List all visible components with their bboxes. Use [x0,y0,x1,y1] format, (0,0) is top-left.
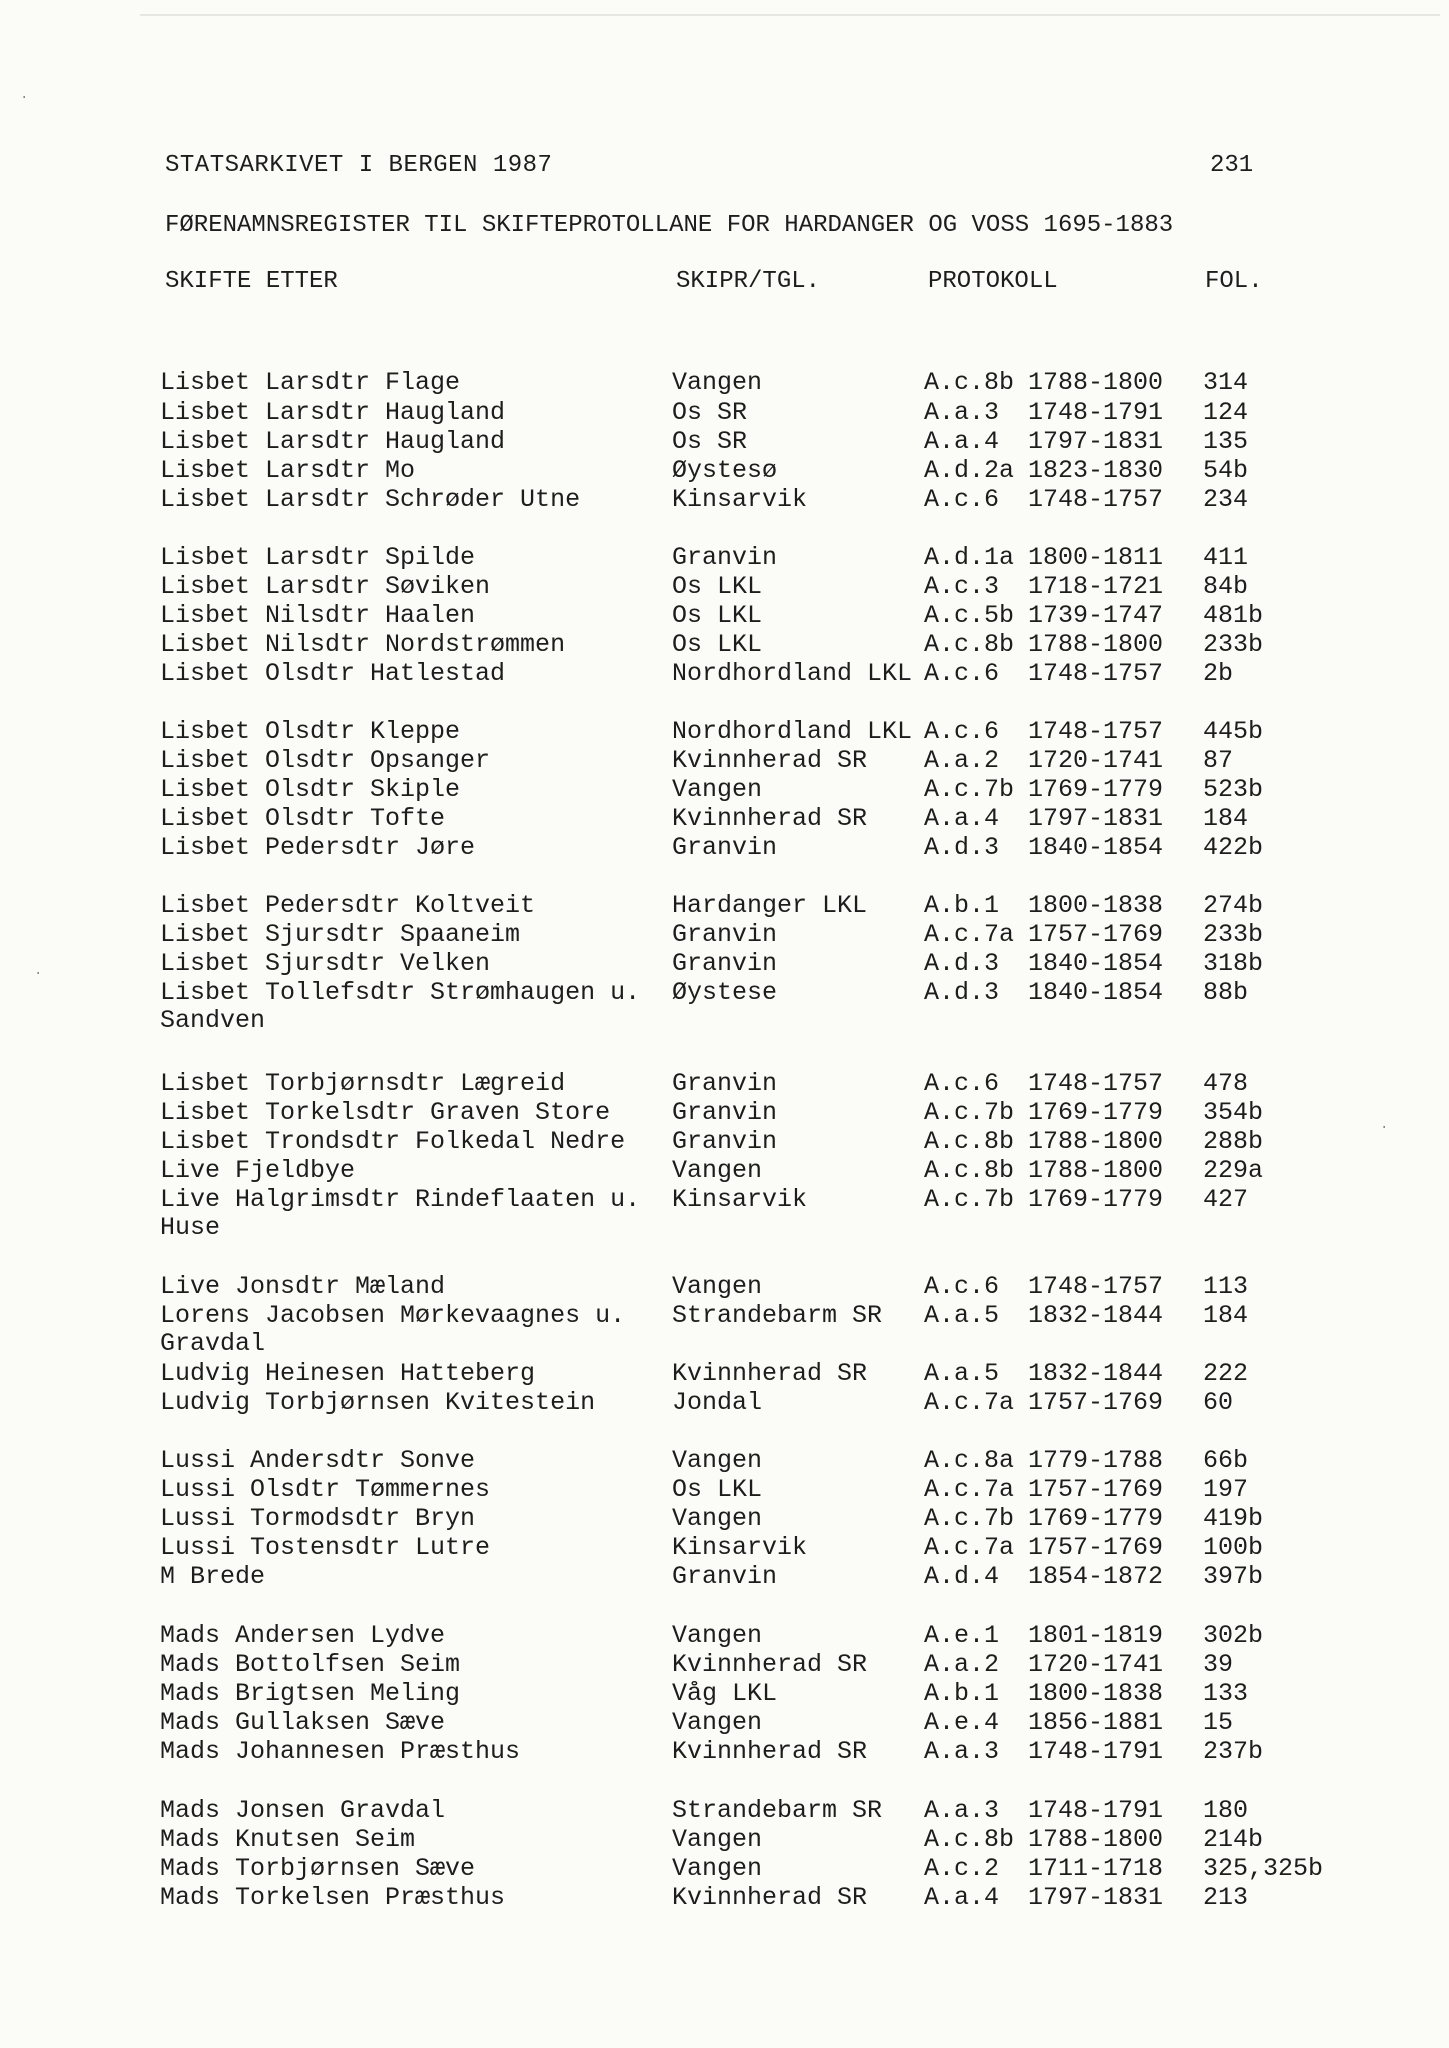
entry-name: Mads Knutsen Seim [160,1825,416,1854]
entry-folio: 237b [1203,1737,1264,1766]
entry-folio: 87 [1203,746,1234,775]
entry-folio: 54b [1203,456,1249,485]
entry-place: Kinsarvik [672,1533,808,1562]
entry-row [0,746,1449,776]
entry-protocol: A.d.3 [924,949,1000,978]
entry-name: Lussi Tormodsdtr Bryn [160,1504,476,1533]
archive-title: STATSARKIVET I BERGEN 1987 [165,152,553,179]
entry-protocol: A.c.8b [924,1156,1015,1185]
entry-years: 1757-1769 [1028,1533,1164,1562]
entry-folio: 419b [1203,1504,1264,1533]
entry-protocol: A.c.3 [924,572,1000,601]
entry-name: M Brede [160,1562,266,1591]
entry-row [0,427,1449,457]
entry-name: Lisbet Larsdtr Haugland [160,398,506,427]
entry-row [0,1708,1449,1738]
entry-protocol: A.a.3 [924,1796,1000,1825]
entry-protocol: A.d.3 [924,833,1000,862]
entry-years: 1797-1831 [1028,1883,1164,1912]
entry-place: Nordhordland LKL [672,717,913,746]
entry-place: Granvin [672,543,778,572]
entry-row [0,891,1449,921]
entry-years: 1832-1844 [1028,1359,1164,1388]
entry-row [0,1359,1449,1389]
entry-place: Granvin [672,920,778,949]
entry-row [0,1562,1449,1592]
entry-place: Kvinnherad SR [672,1737,868,1766]
entry-protocol: A.c.7a [924,920,1015,949]
entry-name: Lisbet Larsdtr Haugland [160,427,506,456]
entry-folio: 133 [1203,1679,1249,1708]
entry-years: 1769-1779 [1028,1098,1164,1127]
entry-name: Lisbet Olsdtr Opsanger [160,746,491,775]
entry-row [0,1156,1449,1186]
column-header-place: SKIPR/TGL. [676,268,821,295]
entry-folio: 354b [1203,1098,1264,1127]
entry-protocol: A.a.2 [924,1650,1000,1679]
entry-row [0,1883,1449,1913]
entry-place: Os SR [672,398,748,427]
entry-place: Os LKL [672,572,763,601]
entry-folio: 427 [1203,1185,1249,1214]
entry-protocol: A.c.5b [924,601,1015,630]
entry-protocol: A.c.7b [924,1504,1015,1533]
entry-place: Hardanger LKL [672,891,868,920]
entry-folio: 229a [1203,1156,1264,1185]
entry-years: 1797-1831 [1028,804,1164,833]
scan-speck: · [34,966,43,982]
entry-place: Vangen [672,775,763,804]
entry-folio: 422b [1203,833,1264,862]
entry-protocol: A.d.1a [924,543,1015,572]
entry-place: Vangen [672,1272,763,1301]
entry-protocol: A.c.6 [924,485,1000,514]
entry-protocol: A.c.8b [924,1127,1015,1156]
entry-row [0,456,1449,486]
entry-name: Lisbet Sjursdtr Spaaneim [160,920,521,949]
entry-row [0,1650,1449,1680]
entry-name: Lussi Andersdtr Sonve [160,1446,476,1475]
entry-folio: 39 [1203,1650,1234,1679]
entry-place: Nordhordland LKL [672,659,913,688]
entry-row [0,1446,1449,1476]
register-subtitle: FØRENAMNSREGISTER TIL SKIFTEPROTOLLANE FOR HARDANGER OG VOSS 1695-1883 [165,212,1174,239]
entry-folio: 411 [1203,543,1249,572]
entry-place: Kinsarvik [672,1185,808,1214]
entry-protocol: A.a.5 [924,1359,1000,1388]
entry-folio: 15 [1203,1708,1234,1737]
entry-row [0,1679,1449,1709]
entry-years: 1832-1844 [1028,1301,1164,1330]
entry-protocol: A.c.7a [924,1388,1015,1417]
entry-folio: 481b [1203,601,1264,630]
entry-years: 1840-1854 [1028,949,1164,978]
entry-years: 1801-1819 [1028,1621,1164,1650]
entry-name: Mads Torkelsen Præsthus [160,1883,506,1912]
entry-name: Lisbet Sjursdtr Velken [160,949,491,978]
entry-years: 1800-1811 [1028,543,1164,572]
page-edge-line [140,14,1440,16]
entry-place: Os LKL [672,601,763,630]
entry-folio: 213 [1203,1883,1249,1912]
entry-protocol: A.c.7a [924,1533,1015,1562]
entry-years: 1800-1838 [1028,1679,1164,1708]
entry-row [0,1069,1449,1099]
entry-protocol: A.e.1 [924,1621,1000,1650]
entry-folio: 222 [1203,1359,1249,1388]
entry-years: 1748-1757 [1028,1069,1164,1098]
entry-folio: 288b [1203,1127,1264,1156]
entry-folio: 84b [1203,572,1249,601]
entry-row [0,659,1449,689]
entry-years: 1748-1757 [1028,717,1164,746]
entry-name: Lussi Olsdtr Tømmernes [160,1475,491,1504]
entry-name: Lisbet Pedersdtr Koltveit [160,891,536,920]
entry-row [0,601,1449,631]
entry-place: Jondal [672,1388,763,1417]
entry-name: Lisbet Larsdtr Flage [160,368,461,397]
entry-years: 1823-1830 [1028,456,1164,485]
entry-folio: 2b [1203,659,1234,688]
entry-years: 1748-1757 [1028,659,1164,688]
entry-name: Lisbet Larsdtr Søviken [160,572,491,601]
entry-folio: 325,325b [1203,1854,1324,1883]
entry-row [0,1504,1449,1534]
entry-folio: 124 [1203,398,1249,427]
entry-name: Live Fjeldbye [160,1156,356,1185]
entry-years: 1757-1769 [1028,1388,1164,1417]
entry-name: Lisbet Olsdtr Kleppe [160,717,461,746]
entry-years: 1748-1791 [1028,398,1164,427]
entry-folio: 274b [1203,891,1264,920]
entry-row [0,1098,1449,1128]
entry-name: Lisbet Tollefsdtr Strømhaugen u. [160,978,641,1007]
entry-folio: 184 [1203,1301,1249,1330]
entry-name: Mads Torbjørnsen Sæve [160,1854,476,1883]
entry-place: Kvinnherad SR [672,1650,868,1679]
entry-row [0,543,1449,573]
entry-row [0,572,1449,602]
entry-place: Kvinnherad SR [672,746,868,775]
entry-name: Lisbet Larsdtr Spilde [160,543,476,572]
entry-folio: 523b [1203,775,1264,804]
entry-name-continuation: Sandven [160,1006,266,1035]
entry-folio: 135 [1203,427,1249,456]
entry-protocol: A.b.1 [924,891,1000,920]
entry-protocol: A.c.8b [924,368,1015,397]
entry-years: 1856-1881 [1028,1708,1164,1737]
entry-years: 1720-1741 [1028,1650,1164,1679]
entry-protocol: A.b.1 [924,1679,1000,1708]
entry-protocol: A.e.4 [924,1708,1000,1737]
column-header-protocol: PROTOKOLL [928,268,1058,295]
entry-row [0,833,1449,863]
entry-row [0,1825,1449,1855]
entry-protocol: A.a.2 [924,746,1000,775]
entry-protocol: A.d.2a [924,456,1015,485]
entry-years: 1769-1779 [1028,1185,1164,1214]
entry-folio: 318b [1203,949,1264,978]
entry-place: Granvin [672,1098,778,1127]
entry-protocol: A.d.3 [924,978,1000,1007]
entry-place: Granvin [672,949,778,978]
entry-protocol: A.a.3 [924,1737,1000,1766]
scan-speck: · [20,90,29,106]
entry-name: Lussi Tostensdtr Lutre [160,1533,491,1562]
entry-place: Strandebarm SR [672,1301,883,1330]
entry-protocol: A.c.7b [924,775,1015,804]
entry-place: Strandebarm SR [672,1796,883,1825]
entry-years: 1854-1872 [1028,1562,1164,1591]
entry-name: Live Halgrimsdtr Rindeflaaten u. [160,1185,641,1214]
entry-name: Lisbet Nilsdtr Haalen [160,601,476,630]
entry-place: Granvin [672,833,778,862]
entry-years: 1800-1838 [1028,891,1164,920]
entry-row [0,1621,1449,1651]
entry-years: 1739-1747 [1028,601,1164,630]
entry-place: Vangen [672,368,763,397]
entry-years: 1788-1800 [1028,368,1164,397]
entry-name: Mads Gullaksen Sæve [160,1708,446,1737]
entry-protocol: A.c.2 [924,1854,1000,1883]
entry-protocol: A.a.5 [924,1301,1000,1330]
entry-protocol: A.c.8a [924,1446,1015,1475]
column-header-folio: FOL. [1205,268,1263,295]
entry-protocol: A.c.6 [924,1272,1000,1301]
entry-years: 1748-1757 [1028,485,1164,514]
entry-years: 1748-1791 [1028,1796,1164,1825]
entry-place: Våg LKL [672,1679,778,1708]
entry-name: Ludvig Torbjørnsen Kvitestein [160,1388,596,1417]
entry-years: 1720-1741 [1028,746,1164,775]
entry-folio: 180 [1203,1796,1249,1825]
entry-place: Vangen [672,1621,763,1650]
entry-folio: 197 [1203,1475,1249,1504]
entry-protocol: A.c.6 [924,659,1000,688]
entry-place: Kinsarvik [672,485,808,514]
entry-folio: 60 [1203,1388,1234,1417]
entry-years: 1797-1831 [1028,427,1164,456]
entry-protocol: A.a.3 [924,398,1000,427]
entry-protocol: A.a.4 [924,1883,1000,1912]
entry-name: Lisbet Trondsdtr Folkedal Nedre [160,1127,626,1156]
entry-folio: 66b [1203,1446,1249,1475]
entry-row [0,1796,1449,1826]
entry-row [0,1854,1449,1884]
entry-years: 1769-1779 [1028,1504,1164,1533]
entry-row [0,804,1449,834]
entry-place: Granvin [672,1562,778,1591]
entry-row [0,630,1449,660]
entry-name: Lisbet Larsdtr Schrøder Utne [160,485,581,514]
entry-years: 1748-1791 [1028,1737,1164,1766]
entry-protocol: A.c.6 [924,717,1000,746]
entry-years: 1788-1800 [1028,1825,1164,1854]
entry-row [0,1388,1449,1418]
entry-years: 1840-1854 [1028,978,1164,1007]
entry-row [0,368,1449,398]
entry-years: 1757-1769 [1028,1475,1164,1504]
entry-place: Os LKL [672,630,763,659]
entry-place: Kvinnherad SR [672,1883,868,1912]
entry-folio: 302b [1203,1621,1264,1650]
entry-place: Os LKL [672,1475,763,1504]
entry-place: Vangen [672,1156,763,1185]
entry-place: Os SR [672,427,748,456]
page-number: 231 [1210,152,1254,179]
entry-row [0,920,1449,950]
entry-row [0,978,1449,1008]
entry-row [0,717,1449,747]
entry-row [0,1475,1449,1505]
entry-name: Mads Brigtsen Meling [160,1679,461,1708]
entry-row [0,949,1449,979]
entry-name: Mads Johannesen Præsthus [160,1737,521,1766]
entry-place: Vangen [672,1854,763,1883]
entry-name: Mads Bottolfsen Seim [160,1650,461,1679]
entry-place: Kvinnherad SR [672,1359,868,1388]
entry-place: Vangen [672,1504,763,1533]
entry-protocol: A.c.8b [924,1825,1015,1854]
entry-folio: 397b [1203,1562,1264,1591]
entry-folio: 184 [1203,804,1249,833]
entry-name: Lisbet Nilsdtr Nordstrømmen [160,630,566,659]
entry-row [0,1533,1449,1563]
entry-place: Vangen [672,1825,763,1854]
entry-folio: 478 [1203,1069,1249,1098]
entry-protocol: A.a.4 [924,804,1000,833]
entry-place: Granvin [672,1127,778,1156]
entry-folio: 234 [1203,485,1249,514]
entry-place: Vangen [672,1708,763,1737]
entry-years: 1788-1800 [1028,630,1164,659]
entry-folio: 233b [1203,630,1264,659]
entry-years: 1788-1800 [1028,1127,1164,1156]
entry-row [0,1127,1449,1157]
entry-years: 1718-1721 [1028,572,1164,601]
entry-name: Lorens Jacobsen Mørkevaagnes u. [160,1301,626,1330]
entry-row [0,1737,1449,1767]
entry-row [0,398,1449,428]
entry-place: Granvin [672,1069,778,1098]
entry-name: Lisbet Larsdtr Mo [160,456,416,485]
entry-place: Øystese [672,978,778,1007]
entry-name: Live Jonsdtr Mæland [160,1272,446,1301]
entry-name: Lisbet Olsdtr Tofte [160,804,446,833]
entry-name-continuation: Huse [160,1213,221,1242]
scan-speck: · [1380,1120,1389,1136]
entry-protocol: A.c.6 [924,1069,1000,1098]
entry-folio: 214b [1203,1825,1264,1854]
entry-row [0,485,1449,515]
entry-row [0,1301,1449,1331]
entry-years: 1711-1718 [1028,1854,1164,1883]
entry-place: Kvinnherad SR [672,804,868,833]
entry-row [0,1185,1449,1215]
entry-years: 1779-1788 [1028,1446,1164,1475]
entry-folio: 314 [1203,368,1249,397]
entry-folio: 113 [1203,1272,1249,1301]
entry-protocol: A.a.4 [924,427,1000,456]
entry-name: Lisbet Olsdtr Hatlestad [160,659,506,688]
entry-folio: 445b [1203,717,1264,746]
entry-years: 1748-1757 [1028,1272,1164,1301]
entry-row [0,1272,1449,1302]
entry-folio: 88b [1203,978,1249,1007]
entry-folio: 100b [1203,1533,1264,1562]
entry-name: Lisbet Pedersdtr Jøre [160,833,476,862]
entry-place: Vangen [672,1446,763,1475]
entry-folio: 233b [1203,920,1264,949]
column-header-name: SKIFTE ETTER [165,268,338,295]
entry-protocol: A.c.8b [924,630,1015,659]
entry-name-continuation: Gravdal [160,1329,266,1358]
entry-protocol: A.c.7b [924,1185,1015,1214]
entry-protocol: A.c.7a [924,1475,1015,1504]
entry-protocol: A.d.4 [924,1562,1000,1591]
entry-years: 1840-1854 [1028,833,1164,862]
entry-years: 1788-1800 [1028,1156,1164,1185]
entry-name: Mads Andersen Lydve [160,1621,446,1650]
entry-years: 1757-1769 [1028,920,1164,949]
entry-protocol: A.c.7b [924,1098,1015,1127]
entry-years: 1769-1779 [1028,775,1164,804]
entry-name: Ludvig Heinesen Hatteberg [160,1359,536,1388]
entry-name: Mads Jonsen Gravdal [160,1796,446,1825]
entry-name: Lisbet Torbjørnsdtr Lægreid [160,1069,566,1098]
entry-place: Øystesø [672,456,778,485]
entry-name: Lisbet Olsdtr Skiple [160,775,461,804]
entry-name: Lisbet Torkelsdtr Graven Store [160,1098,611,1127]
entry-row [0,775,1449,805]
